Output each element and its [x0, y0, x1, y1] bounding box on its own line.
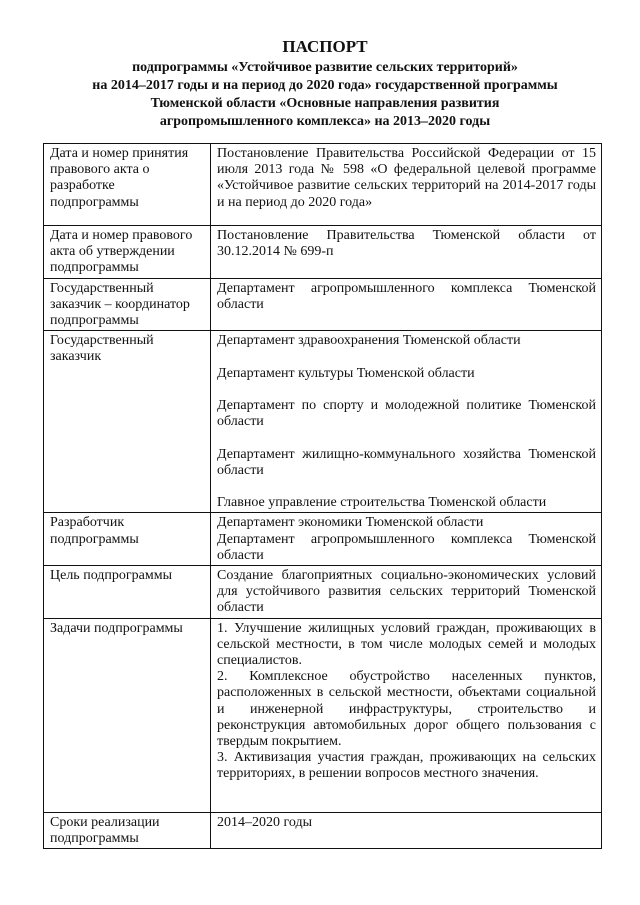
table-row: [44, 144, 602, 226]
value-paragraph: Департамент по спорту и молодежной политике Тюменской области: [217, 398, 596, 430]
row-label: Дата и номер правового акта об утверждении подпрограммы: [44, 226, 211, 279]
row-value: [211, 331, 602, 513]
value-paragraph: Постановление Правительства Тюменской области от 30.12.2014 № 699-п: [217, 228, 596, 260]
row-label: Государственный заказчик – координатор подпрограммы: [44, 278, 211, 331]
row-value: [211, 812, 602, 848]
value-paragraph: Департамент агропромышленного комплекса Тюменской области: [217, 280, 596, 312]
value-paragraph: 2. Комплексное обустройство населенных пунктов, расположенных в сельской местности, объектами социальной и инженерной инфраструктуры, строительство и реконструкция автомобильных дорог общего пользования с твердым покрытием.: [217, 669, 596, 750]
row-value: [211, 566, 602, 619]
value-paragraph: Департамент здравоохранения Тюменской области: [217, 333, 521, 349]
passport-table: [43, 143, 602, 849]
document-subtitle-line-4: агропромышленного комплекса» на 2013–2020 годы: [159, 114, 491, 129]
table-row: [44, 566, 602, 619]
row-value: [211, 278, 602, 331]
table-row: [44, 278, 602, 331]
value-paragraph: 3. Активизация участия граждан, проживающих на сельских территориях, в решении вопросов местного значения.: [217, 750, 596, 782]
value-paragraph: Департамент жилищно-коммунального хозяйства Тюменской области: [217, 446, 596, 478]
row-label: Государственный заказчик: [44, 331, 211, 513]
value-paragraph: 1. Улучшение жилищных условий граждан, проживающих в сельской местности, в том числе молодых семей и молодых специалистов.: [217, 620, 596, 669]
document-subtitle-line-3: Тюменской области «Основные направления развития: [150, 96, 500, 111]
row-value: [211, 513, 602, 566]
table-row: [44, 331, 602, 513]
value-paragraph: Департамент агропромышленного комплекса Тюменской области: [217, 531, 596, 563]
row-label: Дата и номер принятия правового акта о разработке подпрограммы: [44, 144, 211, 226]
row-label: Цель подпрограммы: [44, 566, 211, 619]
value-paragraph: Создание благоприятных социально-экономических условий для устойчивого развития сельских территорий Тюменской области: [217, 568, 596, 616]
row-label: Разработчик подпрограммы: [44, 513, 211, 566]
value-paragraph: Главное управление строительства Тюменской области: [217, 495, 547, 511]
row-value: [211, 144, 602, 226]
row-value: [211, 618, 602, 812]
value-paragraph: Департамент культуры Тюменской области: [217, 365, 475, 381]
document-subtitle-line-2: на 2014–2017 годы и на период до 2020 года» государственной программы: [92, 78, 558, 93]
document-title: ПАСПОРТ: [282, 37, 368, 56]
table-row: [44, 618, 602, 812]
document-header: [40, 36, 610, 131]
table-row: [44, 513, 602, 566]
row-value: [211, 226, 602, 279]
row-label: Задачи подпрограммы: [44, 618, 211, 812]
document-subtitle-line-1: подпрограммы «Устойчивое развитие сельских территорий»: [132, 60, 518, 75]
value-paragraph: Постановление Правительства Российской Федерации от 15 июля 2013 года № 598 «О федеральной целевой программе «Устойчивое развитие сельских территорий на 2014-2017 годы и на период до 2020 года»: [217, 146, 596, 210]
value-paragraph: 2014–2020 годы: [217, 814, 313, 830]
row-label: Сроки реализации подпрограммы: [44, 812, 211, 848]
value-paragraph: Департамент экономики Тюменской области: [217, 515, 484, 531]
table-row: [44, 226, 602, 279]
table-row: [44, 812, 602, 848]
